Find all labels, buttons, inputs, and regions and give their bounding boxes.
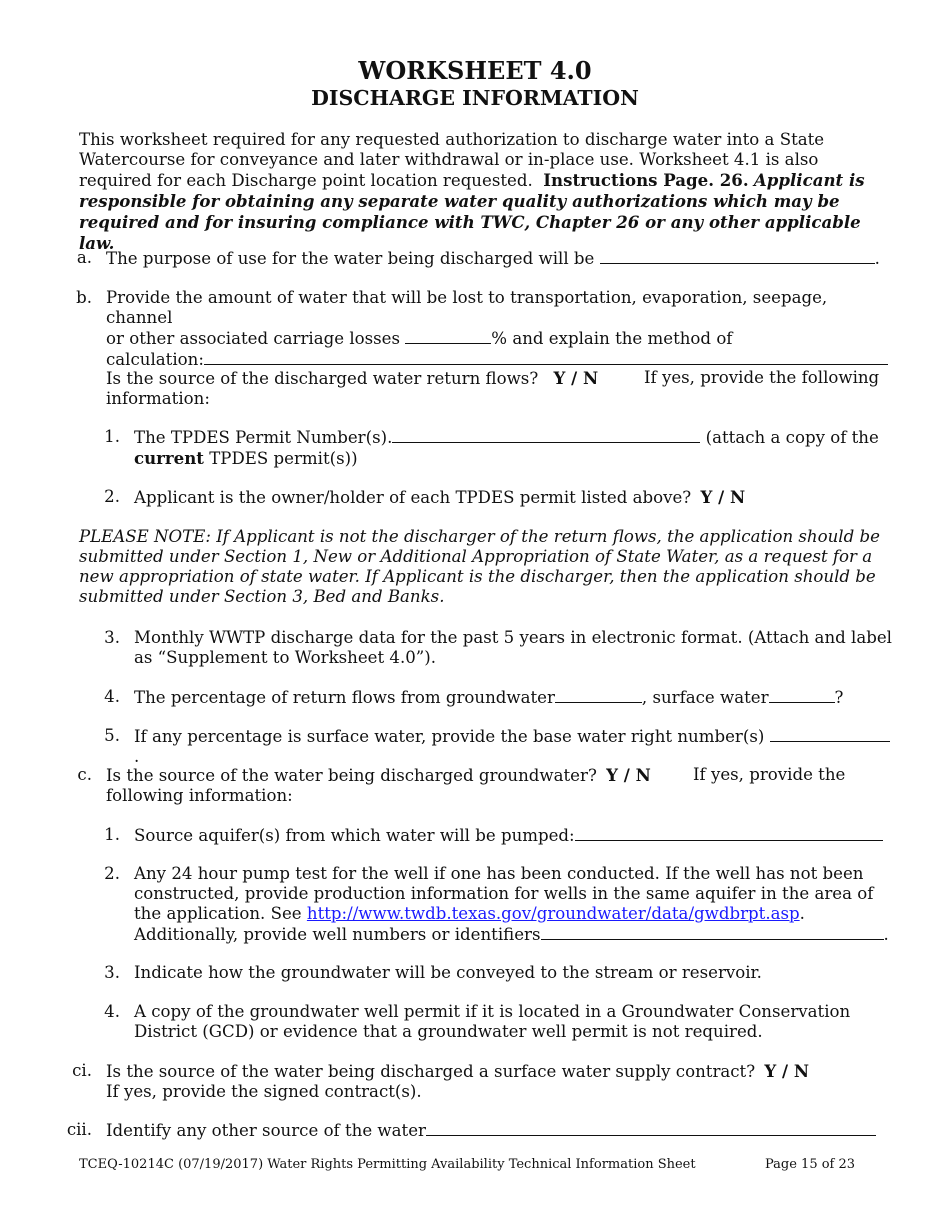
gw2-line4-end: . [883,925,889,944]
item-ci-line2: If yes, provide the signed contract(s). [106,1082,422,1101]
return-flows-ifyes-2: information: [106,389,210,408]
item-c-question: Is the source of the water being discharged groundwater? [106,766,597,785]
item-cii-label: cii. [66,1120,92,1139]
intro-text: This worksheet required for any requested authorization to discharge water into a State Watercourse for conveyance and later withdrawal or in-place use. Worksheet 4.1 is also required for each Discharge point location requested. [79,130,825,190]
item-b-label: b. [76,288,92,307]
rf5-item [134,726,894,767]
item-cii [106,1120,896,1141]
return-flows-question-text: Is the source of the discharged water return flows? [106,369,539,388]
item-a [106,248,896,269]
carriage-loss-percent-field[interactable] [405,328,491,344]
item-a-label: a. [76,248,92,267]
item-ci [106,1061,896,1102]
rf1-text: The TPDES Permit Number(s). [134,428,393,447]
footer-page-number: Page 15 of 23 [765,1157,856,1172]
intro-note: Applicant is responsible for obtaining any separate water quality authorizations which may be required and for insuring compliance with TWC, Chapter 26 or any other applicable law. [79,170,865,253]
rf3-line1: Monthly WWTP discharge data for the past 5 years in electronic format. (Attach and label [134,628,892,647]
return-flows-question [106,368,896,409]
rf5-end: . [134,747,140,766]
item-a-text: The purpose of use for the water being discharged will be [106,249,595,268]
item-b-line1: Provide the amount of water that will be lost to transportation, evaporation, seepage, channel [106,288,828,327]
rf1-after: (attach a copy of the [705,428,879,447]
rf3-line2: as “Supplement to Worksheet 4.0”). [134,648,437,667]
rf4-item [134,687,894,708]
surface-water-percent-field[interactable] [769,687,835,703]
rf1-tail: TPDES permit(s)) [209,449,358,468]
rf4-pre: The percentage of return flows from groundwater [134,688,555,707]
return-flows-ifyes: If yes, provide the following [644,368,880,387]
item-b [106,288,896,370]
gw4-line2: District (GCD) or evidence that a groundwater well permit is not required. [134,1022,763,1041]
gw1-num: 1. [104,825,120,844]
gw3-item: Indicate how the groundwater will be conveyed to the stream or reservoir. [134,963,762,982]
footer-form-id: TCEQ-10214C (07/19/2017) Water Rights Permitting Availability Technical Information Sheet [79,1157,696,1172]
gw4-item [134,1002,894,1042]
item-c-label: c. [77,765,92,784]
item-c-ifyes-2: following information: [106,786,293,805]
rf2-text: Applicant is the owner/holder of each TPDES permit listed above? [134,488,692,507]
calculation-method-field[interactable] [204,349,888,365]
page-title: WORKSHEET 4.0 [358,56,592,85]
item-cii-text: Identify any other source of the water [106,1121,426,1140]
base-water-right-number-field[interactable] [770,726,890,742]
page-subtitle: DISCHARGE INFORMATION [311,86,639,110]
gw2-num: 2. [104,864,120,883]
item-b-line2-pre: or other associated carriage losses [106,329,400,348]
please-note-paragraph: PLEASE NOTE: If Applicant is not the discharger of the return flows, the application should be submitted under Section 1, New or Additional Appropriation of State Water, as a request for a new appropriation of state water. If Applicant is the discharger, then the application should be submitted under Section 3, Bed and Banks. [79,527,880,606]
item-c-ifyes: If yes, provide the [693,765,846,784]
rf4-end: ? [834,688,844,707]
rf3-num: 3. [104,628,120,647]
gw2-line2: constructed, provide production information for wells in the same aquifer in the area of [134,884,874,903]
tpdes-permit-number-field[interactable] [392,427,700,443]
item-c [106,765,896,806]
groundwater-percent-field[interactable] [555,687,642,703]
gw4-line1: A copy of the groundwater well permit if it is located in a Groundwater Conservation [134,1002,851,1021]
item-a-end: . [874,249,880,268]
item-ci-yn[interactable]: Y / N [764,1061,810,1081]
rf1-item [134,427,894,469]
gw4-num: 4. [104,1002,120,1021]
item-ci-question: Is the source of the water being discharged a surface water supply contract? [106,1062,756,1081]
gw2-item [134,864,904,945]
other-water-source-field[interactable] [426,1120,876,1136]
gw2-line3-post: . [799,904,805,923]
item-b-line3: calculation: [106,350,204,369]
rf5-text: If any percentage is surface water, provide the base water right number(s) [134,727,765,746]
gw1-item [134,825,894,846]
return-flows-yn[interactable]: Y / N [553,368,599,388]
intro-paragraph [79,130,894,254]
well-identifiers-field[interactable] [541,924,884,940]
item-b-line2-post: % and explain the method of [491,329,733,348]
rf1-current: current [134,448,204,468]
intro-instructions: Instructions Page. 26. [543,170,749,190]
gw3-num: 3. [104,963,120,982]
purpose-of-use-field[interactable] [600,248,875,264]
rf2-item [134,487,894,508]
gwdb-report-link[interactable]: http://www.twdb.texas.gov/groundwater/data/gwdbrpt.asp [306,904,800,923]
item-c-yn[interactable]: Y / N [606,765,651,785]
rf4-mid: , surface water [641,688,769,707]
gw2-line1: Any 24 hour pump test for the well if one has been conducted. If the well has not been [134,864,864,883]
rf2-num: 2. [104,487,120,506]
rf2-yn[interactable]: Y / N [700,487,746,507]
rf1-num: 1. [104,427,120,446]
gw2-line3-pre: the application. See [134,904,302,923]
source-aquifer-field[interactable] [575,825,883,841]
rf5-num: 5. [104,726,120,745]
gw2-line4: Additionally, provide well numbers or identifiers [134,925,541,944]
item-ci-label: ci. [72,1061,92,1080]
rf3-item [134,628,894,668]
rf4-num: 4. [104,687,120,706]
gw1-text: Source aquifer(s) from which water will be pumped: [134,826,575,845]
